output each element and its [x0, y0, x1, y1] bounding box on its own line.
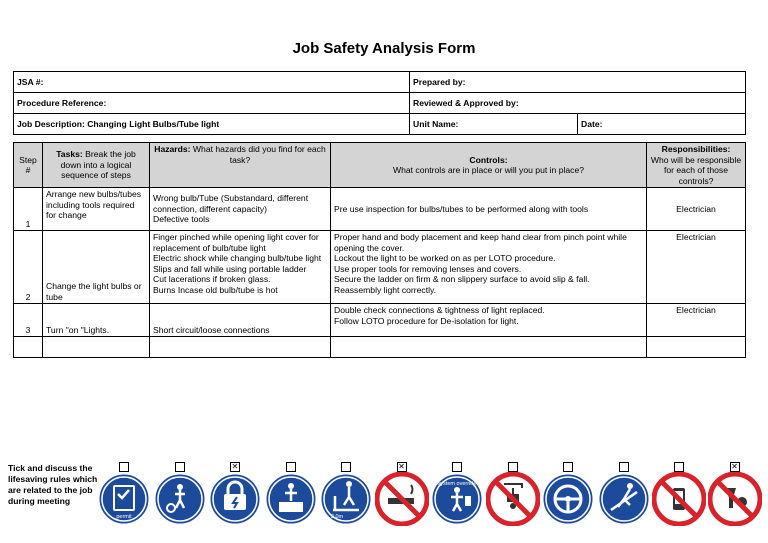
col-controls-header: Controls: What controls are in place or will you put in place? [331, 143, 647, 188]
table-row-empty [14, 337, 746, 358]
responsibility-cell: Electrician [647, 231, 746, 304]
lifesaving-rule-item [652, 462, 706, 528]
lifesaving-rule-item [708, 462, 762, 528]
hazards-cell[interactable] [150, 337, 331, 358]
cell-line: Wrong bulb/Tube (Substandard, different connection, different capacity) [153, 193, 309, 214]
step-cell: 2 [14, 231, 43, 304]
lifesaving-instruction: Tick and discuss the lifesaving rules which are related to the job during meeting [8, 463, 98, 506]
rule-checkbox[interactable] [175, 462, 185, 472]
lifesaving-rule-item [264, 462, 318, 528]
cell-line: Burns Incase old bulb/tube is hot [153, 284, 278, 295]
jsa-table [13, 142, 746, 358]
task-cell: Arrange new bulbs/tubes including tools required for change [43, 188, 150, 231]
no-phone-while-driving-icon [652, 472, 706, 526]
prepared-by-field[interactable]: Prepared by: [410, 72, 746, 93]
col-tasks-header: Tasks: Break the job down into a logical sequence of steps [43, 143, 150, 188]
icon-caption: permit [116, 514, 132, 520]
toxic-gas-icon [153, 472, 207, 526]
lifesaving-rule-item [430, 462, 484, 528]
rule-checkbox[interactable] [563, 462, 573, 472]
controls-cell [331, 304, 647, 337]
lifesaving-rule-item [97, 462, 151, 528]
rule-checkbox[interactable]: ✕ [398, 462, 405, 471]
rule-checkbox[interactable]: ✕ [731, 462, 738, 471]
cell-line: Use proper tools for removing lenses and covers. [334, 263, 522, 274]
controls-cell [331, 231, 647, 304]
hazards-cell [150, 231, 331, 304]
step-cell: 3 [14, 304, 43, 337]
col-responsibilities-header: Responsibilities: Who will be responsible for each of those controls? [647, 143, 746, 188]
task-cell: Turn "on "Lights. [43, 304, 150, 337]
work-at-height-icon [319, 472, 373, 526]
cell-line: Defective tools [153, 214, 210, 225]
unit-name-field[interactable]: Unit Name: [410, 114, 578, 135]
responsibility-cell: Electrician [647, 188, 746, 231]
lifesaving-rules-icons [97, 462, 757, 528]
driving-seatbelt-icon [541, 472, 595, 526]
jsa-number-field[interactable]: JSA #: [14, 72, 410, 93]
rule-checkbox[interactable] [674, 462, 684, 472]
cell-line: Slips and fall while using portable ladder [153, 263, 307, 274]
lifesaving-rule-item [541, 462, 595, 528]
page-title: Job Safety Analysis Form [292, 40, 476, 57]
lifesaving-rule-item [153, 462, 207, 528]
icon-caption: system override [437, 481, 477, 487]
cell-line: Lockout the light to be worked on as per LOTO procedure. [334, 253, 556, 263]
rule-checkbox[interactable] [508, 462, 518, 472]
journey-management-icon [597, 472, 651, 526]
icon-caption: 2.0m [330, 514, 344, 520]
rule-checkbox[interactable] [286, 462, 296, 472]
system-override-icon [430, 472, 484, 526]
responsibility-cell[interactable] [647, 337, 746, 358]
controls-cell [331, 188, 647, 231]
table-row [14, 231, 746, 304]
rule-checkbox[interactable] [619, 462, 629, 472]
lifesaving-rule-item [319, 462, 373, 528]
cell-line: Double check connections & tightness of light replaced. [334, 305, 545, 315]
rule-checkbox[interactable] [119, 462, 129, 472]
header-table [13, 71, 746, 135]
cell-line: Follow LOTO procedure for De-isolation for light. [334, 315, 519, 326]
rule-checkbox[interactable]: ✕ [231, 462, 239, 471]
step-cell: 1 [14, 188, 43, 231]
col-hazards-header: Hazards: What hazards did you find for each task? [150, 143, 331, 188]
controls-cell[interactable] [331, 337, 647, 358]
lifesaving-rule-item [597, 462, 651, 528]
hazards-cell: Short circuit/loose connections [150, 304, 331, 337]
rule-checkbox[interactable] [452, 462, 462, 472]
col-step-header: Step # [14, 143, 43, 188]
task-cell[interactable] [43, 337, 150, 358]
lifesaving-rule-item [375, 462, 429, 528]
responsibility-cell: Electrician [647, 304, 746, 337]
date-field[interactable]: Date: [578, 114, 746, 135]
reviewed-approved-field[interactable]: Reviewed & Approved by: [410, 93, 746, 114]
lifesaving-rule-item [486, 462, 540, 528]
table-row [14, 304, 746, 337]
table-row [14, 188, 746, 231]
job-description-field[interactable]: Job Description: Changing Light Bulbs/Tube light [14, 114, 410, 135]
task-cell: Change the light bulbs or tube [43, 231, 150, 304]
cell-line: Reassembly light correctly. [334, 284, 437, 295]
lifesaving-rule-item [208, 462, 262, 528]
cell-line: Cut lacerations if broken glass. [153, 274, 271, 284]
energy-isolation-icon [208, 472, 262, 526]
cell-line: Secure the ladder on firm & non slippery surface to avoid slip & fall. [334, 274, 590, 284]
rule-checkbox[interactable] [341, 462, 351, 472]
hazards-cell [150, 188, 331, 231]
work-permit-icon [97, 472, 151, 526]
no-drugs-alcohol-icon [708, 472, 762, 526]
cell-line: Electric shock while changing bulb/tube light [153, 253, 322, 263]
cell-line: Finger pinched while opening light cover for replacement of bulb/tube light [153, 232, 319, 253]
confined-space-icon [264, 472, 318, 526]
cell-line: Pre use inspection for bulbs/tubes to be performed along with tools [334, 203, 589, 214]
no-smoking-icon [375, 472, 429, 526]
cell-line: Proper hand and body placement and keep hand clear from pinch point while opening the cover. [334, 232, 627, 253]
step-cell[interactable] [14, 337, 43, 358]
no-walking-under-load-icon [486, 472, 540, 526]
procedure-reference-field[interactable]: Procedure Reference: [14, 93, 410, 114]
